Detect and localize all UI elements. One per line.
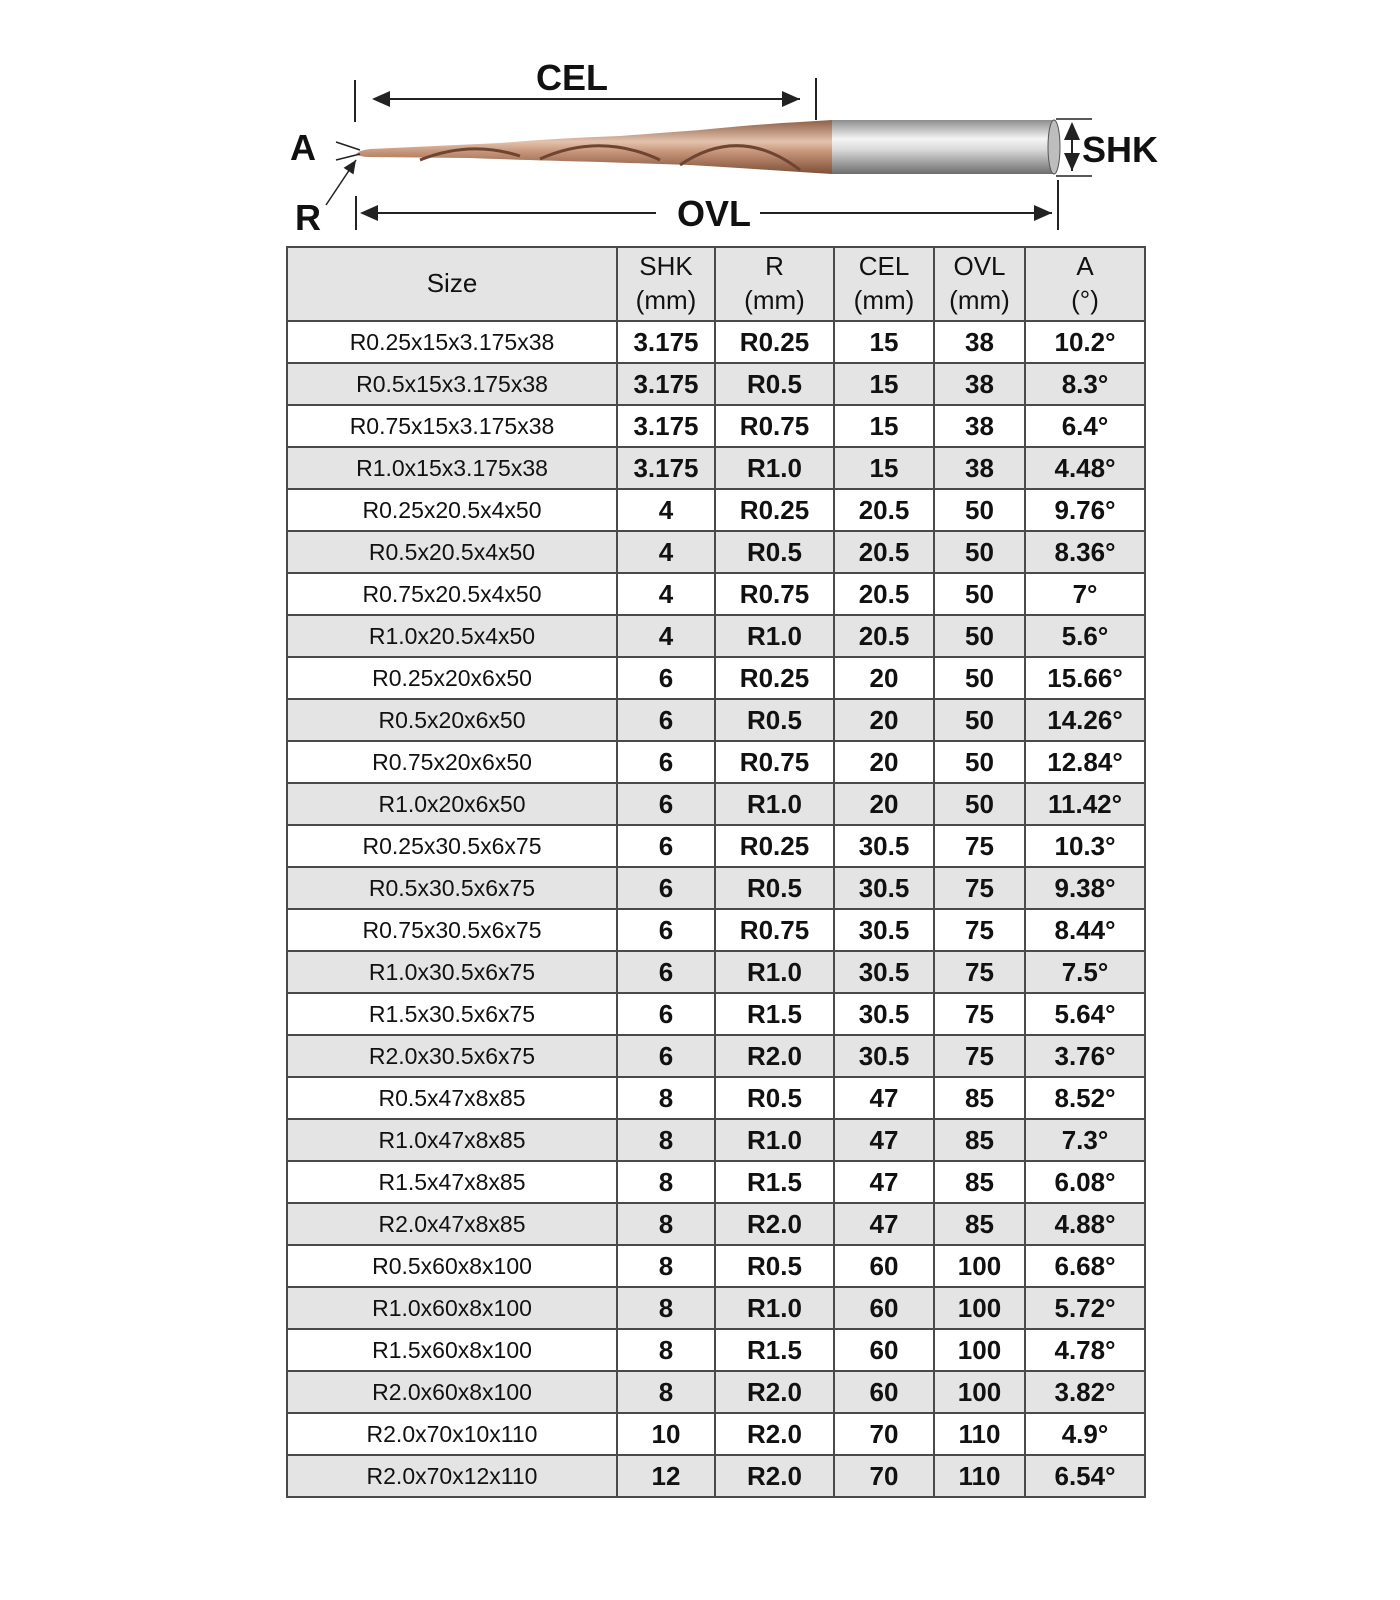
angle-a-label: A (290, 127, 316, 168)
cell-cel: 20 (834, 657, 934, 699)
radius-r-label: R (295, 197, 321, 238)
cell-r: R2.0 (715, 1455, 834, 1497)
cell-shk: 6 (617, 783, 715, 825)
cell-shk: 6 (617, 741, 715, 783)
cell-cel: 47 (834, 1161, 934, 1203)
cell-a: 12.84° (1025, 741, 1145, 783)
table-row (287, 363, 1145, 405)
cell-shk: 10 (617, 1413, 715, 1455)
cell-size: R0.25x15x3.175x38 (287, 321, 617, 363)
cell-r: R1.5 (715, 1161, 834, 1203)
table-row (287, 657, 1145, 699)
cell-shk: 6 (617, 699, 715, 741)
header-a: A (°) (1025, 247, 1145, 321)
cell-cel: 47 (834, 1203, 934, 1245)
radius-r-leader (326, 160, 356, 205)
cell-shk: 8 (617, 1287, 715, 1329)
cell-shk: 8 (617, 1077, 715, 1119)
table-row (287, 1329, 1145, 1371)
cell-size: R0.75x30.5x6x75 (287, 909, 617, 951)
cell-shk: 8 (617, 1119, 715, 1161)
cell-ovl: 50 (934, 573, 1025, 615)
cell-ovl: 50 (934, 615, 1025, 657)
cell-cel: 70 (834, 1455, 934, 1497)
cell-ovl: 50 (934, 531, 1025, 573)
angle-a-line-top (336, 142, 360, 150)
cell-size: R1.0x15x3.175x38 (287, 447, 617, 489)
cell-ovl: 50 (934, 657, 1025, 699)
cell-r: R0.5 (715, 531, 834, 573)
cell-cel: 30.5 (834, 1035, 934, 1077)
cell-cel: 30.5 (834, 867, 934, 909)
cell-ovl: 75 (934, 867, 1025, 909)
cell-size: R0.5x47x8x85 (287, 1077, 617, 1119)
cell-cel: 20.5 (834, 489, 934, 531)
cell-ovl: 85 (934, 1203, 1025, 1245)
cell-size: R2.0x30.5x6x75 (287, 1035, 617, 1077)
table-body (287, 321, 1145, 1497)
table-row (287, 1119, 1145, 1161)
table-row (287, 1245, 1145, 1287)
cell-cel: 20.5 (834, 573, 934, 615)
cell-size: R0.25x30.5x6x75 (287, 825, 617, 867)
table-row (287, 1455, 1145, 1497)
cell-ovl: 38 (934, 447, 1025, 489)
cell-cel: 30.5 (834, 951, 934, 993)
cell-r: R2.0 (715, 1413, 834, 1455)
cell-ovl: 75 (934, 909, 1025, 951)
table-header-row (287, 247, 1145, 321)
cell-a: 5.72° (1025, 1287, 1145, 1329)
cell-ovl: 38 (934, 321, 1025, 363)
cell-cel: 15 (834, 363, 934, 405)
cell-ovl: 38 (934, 363, 1025, 405)
cell-shk: 6 (617, 909, 715, 951)
table-row (287, 993, 1145, 1035)
cell-a: 7° (1025, 573, 1145, 615)
cell-ovl: 75 (934, 993, 1025, 1035)
table-row (287, 405, 1145, 447)
cell-shk: 6 (617, 1035, 715, 1077)
cell-ovl: 85 (934, 1119, 1025, 1161)
cell-size: R0.5x15x3.175x38 (287, 363, 617, 405)
cell-a: 8.36° (1025, 531, 1145, 573)
cell-ovl: 75 (934, 825, 1025, 867)
cell-cel: 30.5 (834, 825, 934, 867)
table-row (287, 951, 1145, 993)
cell-shk: 6 (617, 657, 715, 699)
cell-r: R0.5 (715, 363, 834, 405)
cell-cel: 20 (834, 783, 934, 825)
cell-cel: 20 (834, 699, 934, 741)
cell-size: R1.0x47x8x85 (287, 1119, 617, 1161)
specification-table (286, 246, 1146, 1498)
cell-r: R1.0 (715, 615, 834, 657)
cell-cel: 60 (834, 1329, 934, 1371)
cell-r: R2.0 (715, 1035, 834, 1077)
cell-r: R0.25 (715, 825, 834, 867)
cell-a: 9.76° (1025, 489, 1145, 531)
cell-a: 3.82° (1025, 1371, 1145, 1413)
cell-r: R1.0 (715, 951, 834, 993)
cell-ovl: 85 (934, 1077, 1025, 1119)
cell-size: R0.25x20.5x4x50 (287, 489, 617, 531)
cell-cel: 47 (834, 1077, 934, 1119)
cell-cel: 30.5 (834, 909, 934, 951)
cell-size: R0.75x15x3.175x38 (287, 405, 617, 447)
cell-shk: 6 (617, 825, 715, 867)
shank-end (1048, 120, 1060, 174)
cell-a: 4.88° (1025, 1203, 1145, 1245)
cell-r: R0.25 (715, 489, 834, 531)
cell-shk: 4 (617, 489, 715, 531)
cell-a: 8.52° (1025, 1077, 1145, 1119)
cell-size: R0.5x30.5x6x75 (287, 867, 617, 909)
cell-size: R2.0x47x8x85 (287, 1203, 617, 1245)
cell-r: R0.75 (715, 573, 834, 615)
cell-shk: 3.175 (617, 447, 715, 489)
cell-a: 3.76° (1025, 1035, 1145, 1077)
cell-a: 7.5° (1025, 951, 1145, 993)
table-row (287, 1035, 1145, 1077)
cell-ovl: 50 (934, 783, 1025, 825)
cell-shk: 8 (617, 1245, 715, 1287)
cell-shk: 4 (617, 573, 715, 615)
cell-size: R2.0x70x12x110 (287, 1455, 617, 1497)
table-row (287, 447, 1145, 489)
header-ovl: OVL (mm) (934, 247, 1025, 321)
cell-ovl: 50 (934, 741, 1025, 783)
table-row (287, 1413, 1145, 1455)
cell-shk: 6 (617, 867, 715, 909)
cell-cel: 15 (834, 321, 934, 363)
cell-cel: 70 (834, 1413, 934, 1455)
cell-ovl: 38 (934, 405, 1025, 447)
cell-ovl: 75 (934, 951, 1025, 993)
cell-size: R1.0x30.5x6x75 (287, 951, 617, 993)
cell-shk: 3.175 (617, 321, 715, 363)
cell-a: 11.42° (1025, 783, 1145, 825)
cell-size: R0.75x20x6x50 (287, 741, 617, 783)
table-row (287, 1287, 1145, 1329)
cell-shk: 4 (617, 531, 715, 573)
cell-size: R0.5x60x8x100 (287, 1245, 617, 1287)
cell-a: 5.6° (1025, 615, 1145, 657)
table-row (287, 615, 1145, 657)
table-row (287, 909, 1145, 951)
cell-r: R0.5 (715, 699, 834, 741)
table-row (287, 1371, 1145, 1413)
cell-size: R0.25x20x6x50 (287, 657, 617, 699)
table-row (287, 1161, 1145, 1203)
cell-size: R0.5x20x6x50 (287, 699, 617, 741)
angle-a-line-bottom (336, 154, 360, 160)
cell-size: R1.5x30.5x6x75 (287, 993, 617, 1035)
cell-cel: 47 (834, 1119, 934, 1161)
cell-cel: 20 (834, 741, 934, 783)
cell-ovl: 110 (934, 1455, 1025, 1497)
table-row (287, 1077, 1145, 1119)
cell-a: 9.38° (1025, 867, 1145, 909)
table-row (287, 783, 1145, 825)
cell-cel: 60 (834, 1371, 934, 1413)
cell-a: 4.9° (1025, 1413, 1145, 1455)
cell-cel: 15 (834, 447, 934, 489)
cell-ovl: 50 (934, 489, 1025, 531)
cell-a: 6.08° (1025, 1161, 1145, 1203)
cell-a: 6.54° (1025, 1455, 1145, 1497)
cell-ovl: 85 (934, 1161, 1025, 1203)
end-mill-dimension-diagram (0, 0, 1400, 245)
table-row (287, 741, 1145, 783)
cell-size: R0.75x20.5x4x50 (287, 573, 617, 615)
cell-a: 10.3° (1025, 825, 1145, 867)
table-row (287, 1203, 1145, 1245)
header-size: Size (287, 247, 617, 321)
cell-shk: 12 (617, 1455, 715, 1497)
cell-size: R1.5x47x8x85 (287, 1161, 617, 1203)
table-row (287, 699, 1145, 741)
cell-shk: 6 (617, 951, 715, 993)
cell-ovl: 110 (934, 1413, 1025, 1455)
tool-shank (832, 120, 1054, 174)
table-row (287, 321, 1145, 363)
table-row (287, 489, 1145, 531)
cell-size: R2.0x70x10x110 (287, 1413, 617, 1455)
cell-cel: 20.5 (834, 615, 934, 657)
cell-a: 10.2° (1025, 321, 1145, 363)
ovl-label: OVL (676, 193, 752, 234)
cell-a: 5.64° (1025, 993, 1145, 1035)
header-r: R (mm) (715, 247, 834, 321)
cell-r: R1.5 (715, 993, 834, 1035)
shk-label: SHK (1082, 129, 1159, 170)
cell-ovl: 50 (934, 699, 1025, 741)
cell-size: R1.5x60x8x100 (287, 1329, 617, 1371)
header-shk: SHK (mm) (617, 247, 715, 321)
cell-cel: 30.5 (834, 993, 934, 1035)
cell-size: R1.0x20.5x4x50 (287, 615, 617, 657)
cell-shk: 6 (617, 993, 715, 1035)
cell-r: R0.25 (715, 321, 834, 363)
cell-shk: 4 (617, 615, 715, 657)
cell-a: 6.68° (1025, 1245, 1145, 1287)
cell-ovl: 100 (934, 1287, 1025, 1329)
table-row (287, 825, 1145, 867)
cell-size: R0.5x20.5x4x50 (287, 531, 617, 573)
cell-shk: 3.175 (617, 405, 715, 447)
header-cel: CEL (mm) (834, 247, 934, 321)
cell-a: 8.44° (1025, 909, 1145, 951)
cell-cel: 60 (834, 1245, 934, 1287)
cell-cel: 60 (834, 1287, 934, 1329)
cell-a: 15.66° (1025, 657, 1145, 699)
cell-ovl: 75 (934, 1035, 1025, 1077)
cell-size: R1.0x20x6x50 (287, 783, 617, 825)
cell-r: R1.0 (715, 1119, 834, 1161)
cell-ovl: 100 (934, 1245, 1025, 1287)
cell-size: R1.0x60x8x100 (287, 1287, 617, 1329)
cell-r: R1.0 (715, 447, 834, 489)
cell-r: R2.0 (715, 1203, 834, 1245)
cell-r: R0.5 (715, 1077, 834, 1119)
cell-r: R1.0 (715, 1287, 834, 1329)
cell-shk: 8 (617, 1161, 715, 1203)
cell-r: R0.75 (715, 405, 834, 447)
cell-ovl: 100 (934, 1329, 1025, 1371)
cell-size: R2.0x60x8x100 (287, 1371, 617, 1413)
cell-r: R0.5 (715, 1245, 834, 1287)
cell-r: R0.75 (715, 909, 834, 951)
table-row (287, 573, 1145, 615)
cell-a: 6.4° (1025, 405, 1145, 447)
cell-shk: 8 (617, 1371, 715, 1413)
cell-a: 4.48° (1025, 447, 1145, 489)
cell-r: R1.5 (715, 1329, 834, 1371)
cell-shk: 3.175 (617, 363, 715, 405)
cell-shk: 8 (617, 1203, 715, 1245)
cell-r: R0.25 (715, 657, 834, 699)
cell-r: R2.0 (715, 1371, 834, 1413)
cell-cel: 15 (834, 405, 934, 447)
cell-a: 8.3° (1025, 363, 1145, 405)
cell-cel: 20.5 (834, 531, 934, 573)
cell-ovl: 100 (934, 1371, 1025, 1413)
cell-a: 4.78° (1025, 1329, 1145, 1371)
table-row (287, 867, 1145, 909)
cell-r: R1.0 (715, 783, 834, 825)
cell-shk: 8 (617, 1329, 715, 1371)
cell-r: R0.5 (715, 867, 834, 909)
table-row (287, 531, 1145, 573)
cel-label: CEL (536, 57, 608, 98)
cell-a: 7.3° (1025, 1119, 1145, 1161)
cell-a: 14.26° (1025, 699, 1145, 741)
cell-r: R0.75 (715, 741, 834, 783)
